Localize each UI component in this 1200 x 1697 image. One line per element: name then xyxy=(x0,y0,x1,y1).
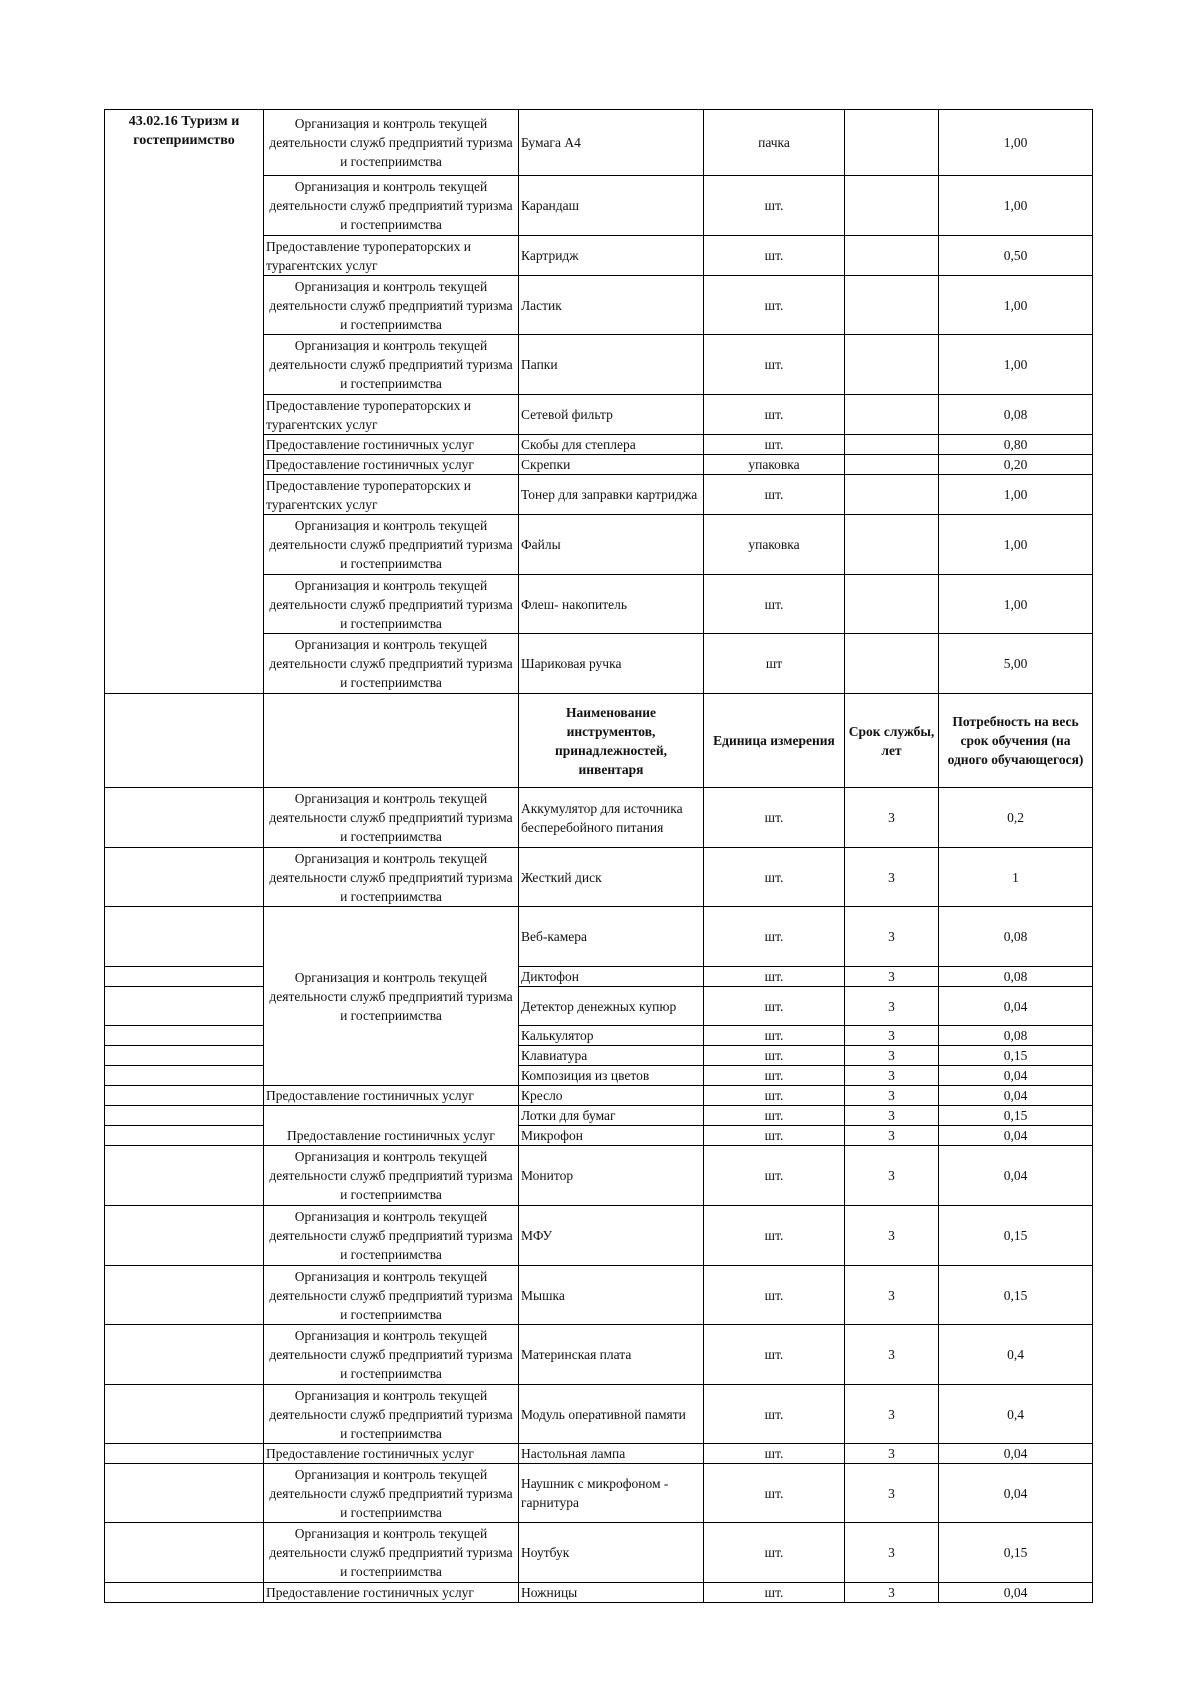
item-need: 0,2 xyxy=(939,788,1093,848)
item-name: Мышка xyxy=(519,1266,704,1325)
item-need: 0,08 xyxy=(939,1026,1093,1046)
module-cell: Предоставление гостиничных услуг xyxy=(264,1086,519,1106)
item-need: 1,00 xyxy=(939,575,1093,634)
item-name: Папки xyxy=(519,335,704,395)
module-cell: Организация и контроль текущей деятельности служб предприятий туризма и гостеприимства xyxy=(264,1464,519,1523)
item-name: Ноутбук xyxy=(519,1523,704,1583)
item-life: 3 xyxy=(845,1464,939,1523)
item-unit: шт. xyxy=(704,236,845,276)
item-name: Аккумулятор для источника бесперебойного питания xyxy=(519,788,704,848)
module-cell: Организация и контроль текущей деятельности служб предприятий туризма и гостеприимства xyxy=(264,110,519,176)
item-name: Диктофон xyxy=(519,967,704,987)
item-unit: шт. xyxy=(704,1106,845,1126)
module-cell: Предоставление туроператорских и турагентских услуг xyxy=(264,236,519,276)
item-life xyxy=(845,455,939,475)
table-row xyxy=(105,1026,1093,1046)
item-life xyxy=(845,515,939,575)
item-name: МФУ xyxy=(519,1206,704,1266)
empty-cell xyxy=(105,1464,264,1523)
item-name: Композиция из цветов xyxy=(519,1066,704,1086)
header-unit: Единица измерения xyxy=(704,694,845,788)
item-life: 3 xyxy=(845,907,939,967)
item-name: Калькулятор xyxy=(519,1026,704,1046)
item-life: 3 xyxy=(845,1066,939,1086)
item-unit: шт. xyxy=(704,1583,845,1603)
item-need: 1,00 xyxy=(939,176,1093,236)
empty-cell xyxy=(105,1523,264,1583)
item-life xyxy=(845,395,939,435)
item-name: Сетевой фильтр xyxy=(519,395,704,435)
item-name: Веб-камера xyxy=(519,907,704,967)
item-life: 3 xyxy=(845,987,939,1026)
item-need: 0,04 xyxy=(939,1126,1093,1146)
empty-cell xyxy=(105,1385,264,1444)
item-unit: шт. xyxy=(704,395,845,435)
item-need: 1,00 xyxy=(939,276,1093,335)
item-unit: шт. xyxy=(704,1046,845,1066)
item-unit: шт. xyxy=(704,435,845,455)
item-need: 1 xyxy=(939,848,1093,907)
item-life: 3 xyxy=(845,1385,939,1444)
table-row xyxy=(105,110,1093,176)
empty-cell xyxy=(105,1066,264,1086)
item-unit: шт. xyxy=(704,1266,845,1325)
module-cell: Организация и контроль текущей деятельности служб предприятий туризма и гостеприимства xyxy=(264,176,519,236)
table-row xyxy=(105,1444,1093,1464)
table-row xyxy=(105,1106,1093,1126)
item-name: Ножницы xyxy=(519,1583,704,1603)
empty-cell xyxy=(105,1046,264,1066)
empty-cell xyxy=(105,1126,264,1146)
item-life xyxy=(845,176,939,236)
tools-header-row xyxy=(105,694,1093,788)
item-life: 3 xyxy=(845,1523,939,1583)
item-need: 1,00 xyxy=(939,515,1093,575)
item-name: Монитор xyxy=(519,1146,704,1206)
item-need: 0,15 xyxy=(939,1206,1093,1266)
item-unit: шт. xyxy=(704,1146,845,1206)
item-need: 1,00 xyxy=(939,335,1093,395)
item-need: 0,04 xyxy=(939,1086,1093,1106)
empty-cell xyxy=(105,1106,264,1126)
item-unit: шт. xyxy=(704,276,845,335)
empty-cell xyxy=(105,1266,264,1325)
item-name: Детектор денежных купюр xyxy=(519,987,704,1026)
item-life xyxy=(845,276,939,335)
item-name: Кресло xyxy=(519,1086,704,1106)
item-unit: шт. xyxy=(704,1444,845,1464)
table-row xyxy=(105,1523,1093,1583)
item-life xyxy=(845,110,939,176)
item-name: Флеш- накопитель xyxy=(519,575,704,634)
item-need: 0,4 xyxy=(939,1385,1093,1444)
table-row xyxy=(105,1266,1093,1325)
item-need: 0,04 xyxy=(939,987,1093,1026)
module-cell: Предоставление гостиничных услуг xyxy=(264,1444,519,1464)
module-cell: Организация и контроль текущей деятельности служб предприятий туризма и гостеприимства xyxy=(264,515,519,575)
empty-cell xyxy=(105,1444,264,1464)
item-name: Карандаш xyxy=(519,176,704,236)
item-life: 3 xyxy=(845,788,939,848)
empty-cell xyxy=(105,694,264,788)
module-cell: Организация и контроль текущей деятельности служб предприятий туризма и гостеприимства xyxy=(264,1325,519,1385)
item-need: 0,08 xyxy=(939,967,1093,987)
table-row xyxy=(105,1126,1093,1146)
module-cell: Предоставление гостиничных услуг xyxy=(264,455,519,475)
item-life: 3 xyxy=(845,1026,939,1046)
item-unit: шт. xyxy=(704,1206,845,1266)
item-life: 3 xyxy=(845,967,939,987)
item-need: 0,15 xyxy=(939,1046,1093,1066)
requirements-table-sheet xyxy=(104,109,1092,1603)
item-life: 3 xyxy=(845,1126,939,1146)
empty-cell xyxy=(105,987,264,1026)
module-cell: Организация и контроль текущей деятельности служб предприятий туризма и гостеприимства xyxy=(264,788,519,848)
module-cell: Предоставление гостиничных услуг xyxy=(264,435,519,455)
specialty-cell: 43.02.16 Туризм и гостеприимство xyxy=(105,110,264,694)
module-cell: Организация и контроль текущей деятельности служб предприятий туризма и гостеприимства xyxy=(264,575,519,634)
item-life xyxy=(845,475,939,515)
item-life: 3 xyxy=(845,1444,939,1464)
empty-cell xyxy=(105,1206,264,1266)
item-life: 3 xyxy=(845,1046,939,1066)
empty-cell xyxy=(105,1026,264,1046)
module-cell: Предоставление гостиничных услуг xyxy=(264,1583,519,1603)
item-need: 0,20 xyxy=(939,455,1093,475)
module-cell: Организация и контроль текущей деятельности служб предприятий туризма и гостеприимства xyxy=(264,335,519,395)
table-row xyxy=(105,1086,1093,1106)
item-life xyxy=(845,236,939,276)
item-need: 0,08 xyxy=(939,395,1093,435)
empty-cell xyxy=(105,1583,264,1603)
module-cell: Организация и контроль текущей деятельности служб предприятий туризма и гостеприимства xyxy=(264,1206,519,1266)
item-life: 3 xyxy=(845,1206,939,1266)
item-life xyxy=(845,435,939,455)
module-cell: Предоставление гостиничных услуг xyxy=(264,1106,519,1146)
item-unit: шт. xyxy=(704,1523,845,1583)
header-life: Срок службы, лет xyxy=(845,694,939,788)
item-name: Модуль оперативной памяти xyxy=(519,1385,704,1444)
item-unit: шт. xyxy=(704,987,845,1026)
module-cell: Организация и контроль текущей деятельности служб предприятий туризма и гостеприимства xyxy=(264,848,519,907)
module-cell: Организация и контроль текущей деятельности служб предприятий туризма и гостеприимства xyxy=(264,907,519,1086)
item-unit: шт. xyxy=(704,335,845,395)
item-need: 0,04 xyxy=(939,1464,1093,1523)
item-unit: шт. xyxy=(704,1066,845,1086)
item-unit: шт. xyxy=(704,848,845,907)
item-unit: шт. xyxy=(704,1126,845,1146)
item-life: 3 xyxy=(845,1583,939,1603)
item-unit: шт. xyxy=(704,1325,845,1385)
item-unit: шт. xyxy=(704,475,845,515)
item-name: Бумага А4 xyxy=(519,110,704,176)
item-need: 1,00 xyxy=(939,110,1093,176)
table-row xyxy=(105,907,1093,967)
item-life: 3 xyxy=(845,1266,939,1325)
item-name: Материнская плата xyxy=(519,1325,704,1385)
item-need: 5,00 xyxy=(939,634,1093,694)
item-need: 0,15 xyxy=(939,1523,1093,1583)
item-unit: шт. xyxy=(704,1385,845,1444)
item-life: 3 xyxy=(845,1086,939,1106)
item-unit: шт xyxy=(704,634,845,694)
item-life: 3 xyxy=(845,1106,939,1126)
empty-cell xyxy=(105,1086,264,1106)
table-row xyxy=(105,1206,1093,1266)
empty-cell xyxy=(105,848,264,907)
table-row xyxy=(105,1046,1093,1066)
module-cell: Предоставление туроператорских и турагентских услуг xyxy=(264,475,519,515)
item-need: 0,04 xyxy=(939,1146,1093,1206)
table-row xyxy=(105,788,1093,848)
empty-cell xyxy=(264,694,519,788)
item-life xyxy=(845,335,939,395)
item-unit: упаковка xyxy=(704,515,845,575)
item-unit: шт. xyxy=(704,1026,845,1046)
item-unit: шт. xyxy=(704,1086,845,1106)
module-cell: Организация и контроль текущей деятельности служб предприятий туризма и гостеприимства xyxy=(264,276,519,335)
module-cell: Организация и контроль текущей деятельности служб предприятий туризма и гостеприимства xyxy=(264,1385,519,1444)
item-need: 0,04 xyxy=(939,1066,1093,1086)
item-need: 0,80 xyxy=(939,435,1093,455)
item-unit: упаковка xyxy=(704,455,845,475)
item-unit: шт. xyxy=(704,907,845,967)
requirements-table xyxy=(104,109,1093,1603)
item-need: 1,00 xyxy=(939,475,1093,515)
item-life xyxy=(845,634,939,694)
header-item: Наименование инструментов, принадлежностей, инвентаря xyxy=(519,694,704,788)
item-need: 0,04 xyxy=(939,1583,1093,1603)
module-cell: Организация и контроль текущей деятельности служб предприятий туризма и гостеприимства xyxy=(264,1146,519,1206)
item-need: 0,15 xyxy=(939,1266,1093,1325)
table-row xyxy=(105,1464,1093,1523)
item-unit: шт. xyxy=(704,967,845,987)
item-unit: шт. xyxy=(704,176,845,236)
empty-cell xyxy=(105,788,264,848)
table-row xyxy=(105,1066,1093,1086)
item-name: Жесткий диск xyxy=(519,848,704,907)
item-name: Лотки для бумаг xyxy=(519,1106,704,1126)
item-life: 3 xyxy=(845,848,939,907)
empty-cell xyxy=(105,907,264,967)
item-name: Картридж xyxy=(519,236,704,276)
module-cell: Предоставление туроператорских и турагентских услуг xyxy=(264,395,519,435)
module-cell: Организация и контроль текущей деятельности служб предприятий туризма и гостеприимства xyxy=(264,1266,519,1325)
module-cell: Организация и контроль текущей деятельности служб предприятий туризма и гостеприимства xyxy=(264,634,519,694)
empty-cell xyxy=(105,1325,264,1385)
table-row xyxy=(105,987,1093,1026)
empty-cell xyxy=(105,967,264,987)
item-name: Клавиатура xyxy=(519,1046,704,1066)
item-unit: шт. xyxy=(704,575,845,634)
item-need: 0,15 xyxy=(939,1106,1093,1126)
item-unit: шт. xyxy=(704,1464,845,1523)
item-name: Скрепки xyxy=(519,455,704,475)
item-name: Файлы xyxy=(519,515,704,575)
item-unit: пачка xyxy=(704,110,845,176)
item-need: 0,50 xyxy=(939,236,1093,276)
table-row xyxy=(105,967,1093,987)
table-row xyxy=(105,1385,1093,1444)
item-need: 0,08 xyxy=(939,907,1093,967)
table-row xyxy=(105,848,1093,907)
table-row xyxy=(105,1146,1093,1206)
table-row xyxy=(105,1583,1093,1603)
table-row xyxy=(105,1325,1093,1385)
item-need: 0,04 xyxy=(939,1444,1093,1464)
item-need: 0,4 xyxy=(939,1325,1093,1385)
item-name: Наушник с микрофоном - гарнитура xyxy=(519,1464,704,1523)
header-need: Потребность на весь срок обучения (на одного обучающегося) xyxy=(939,694,1093,788)
item-name: Скобы для степлера xyxy=(519,435,704,455)
item-life: 3 xyxy=(845,1146,939,1206)
item-unit: шт. xyxy=(704,788,845,848)
item-name: Настольная лампа xyxy=(519,1444,704,1464)
item-name: Шариковая ручка xyxy=(519,634,704,694)
item-name: Ластик xyxy=(519,276,704,335)
item-name: Микрофон xyxy=(519,1126,704,1146)
item-life: 3 xyxy=(845,1325,939,1385)
empty-cell xyxy=(105,1146,264,1206)
item-life xyxy=(845,575,939,634)
module-cell: Организация и контроль текущей деятельности служб предприятий туризма и гостеприимства xyxy=(264,1523,519,1583)
item-name: Тонер для заправки картриджа xyxy=(519,475,704,515)
